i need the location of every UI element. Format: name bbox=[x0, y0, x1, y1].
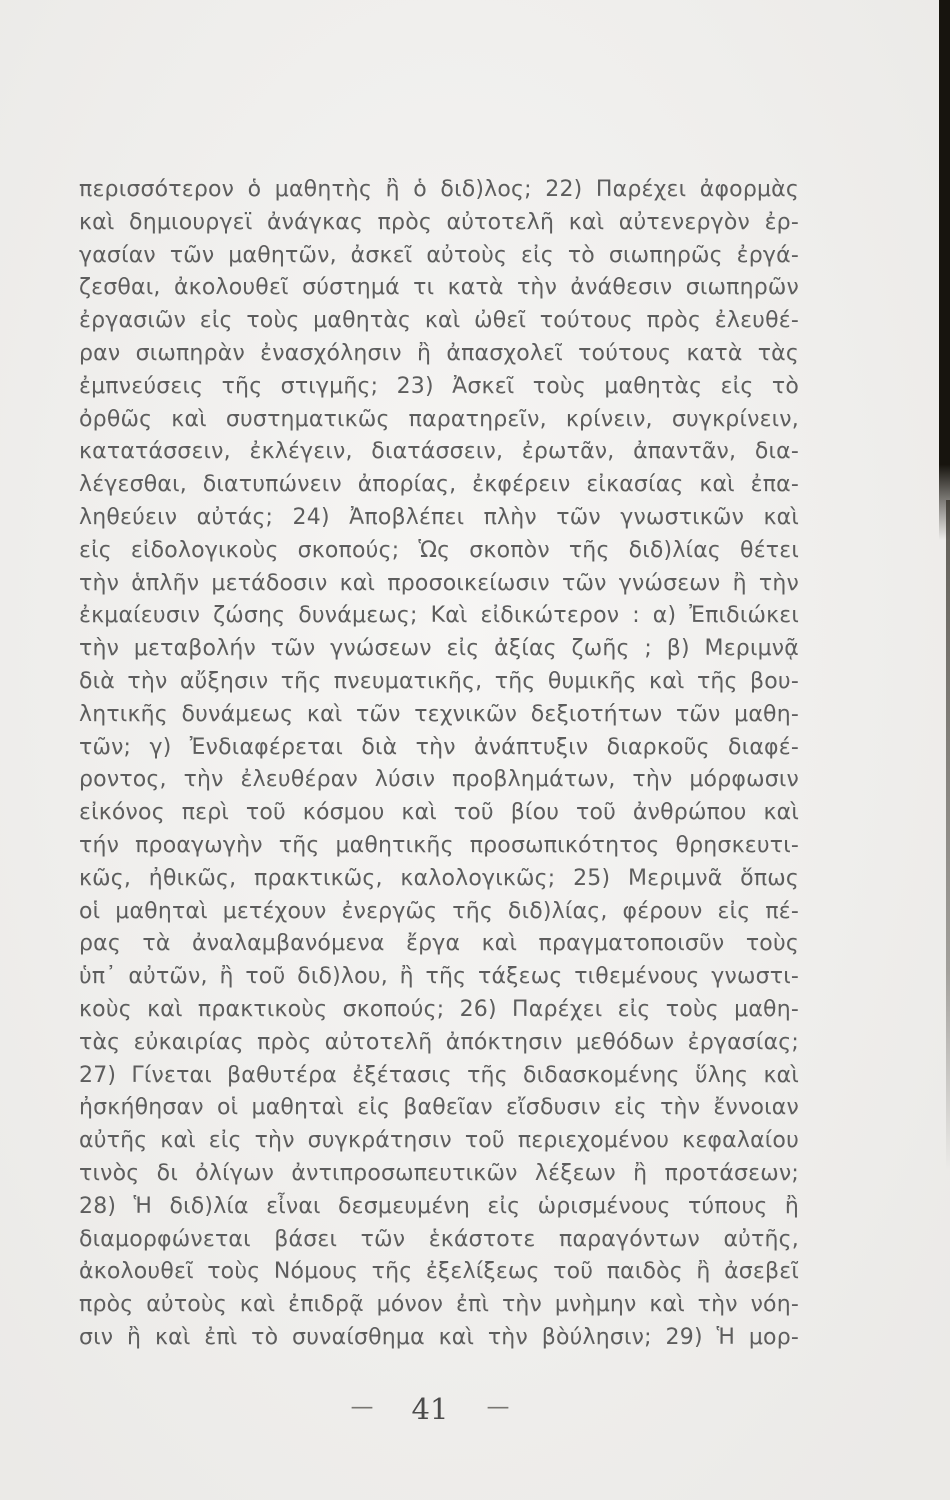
scan-edge-artifact-top bbox=[939, 0, 950, 540]
text-line: ἐργασιῶν εἰς τοὺς μαθητὰς καὶ ὠθεῖ τούτους πρὸς ἐλευθέ- bbox=[79, 308, 799, 334]
text-line: κῶς, ἠθικῶς, πρακτικῶς, καλολογικῶς; 25) Μεριμνᾶ ὅπως bbox=[79, 865, 799, 891]
text-line: ὀρθῶς καὶ συστηματικῶς παρατηρεῖν, κρίνειν, συγκρίνειν, bbox=[79, 406, 799, 432]
text-line: καὶ δημιουργεϊ ἀνάγκας πρὸς αὐτοτελῆ καὶ αὐτενεργὸν ἐρ- bbox=[79, 209, 799, 235]
page-number: 41 bbox=[411, 1392, 449, 1426]
text-line: ἐκμαίευσιν ζώσης δυνάμεως; Καὶ εἰδικώτερον : α) Ἐπιδιώκει bbox=[79, 603, 799, 629]
scan-edge-artifact-bottom bbox=[946, 500, 950, 1170]
text-line: τῶν; γ) Ἐνδιαφέρεται διὰ τὴν ἀνάπτυξιν διαρκοῦς διαφέ- bbox=[79, 734, 799, 760]
text-line: ροντος, τὴν ἐλευθέραν λύσιν προβλημάτων, τὴν μόρφωσιν bbox=[79, 767, 799, 793]
footer-dash-left: — bbox=[350, 1394, 374, 1420]
text-line: περισσότερον ὁ μαθητὴς ἢ ὁ διδ)λος; 22) Παρέχει ἀφορμὰς bbox=[79, 177, 799, 202]
text-line: τήν προαγωγὴν τῆς μαθητικῆς προσωπικότητος θρησκευτι- bbox=[79, 832, 799, 858]
text-line: γασίαν τῶν μαθητῶν, ἀσκεῖ αὐτοὺς εἰς τὸ σιωπηρῶς ἐργά- bbox=[79, 242, 799, 268]
footer-dash-right: — bbox=[486, 1394, 510, 1420]
text-line: διὰ τὴν αὔξησιν τῆς πνευματικῆς, τῆς θυμικῆς καὶ τῆς βου- bbox=[79, 668, 799, 694]
text-line: τὴν μεταβολήν τῶν γνώσεων εἰς ἀξίας ζωῆς ; β) Μεριμνᾷ bbox=[79, 636, 799, 662]
text-line: ἠσκήθησαν οἱ μαθηταὶ εἰς βαθεῖαν εἴσδυσιν εἰς τὴν ἔννοιαν bbox=[79, 1095, 799, 1121]
text-line: οἱ μαθηταὶ μετέχουν ἐνεργῶς τῆς διδ)λίας, φέρουν εἰς πέ- bbox=[79, 898, 799, 924]
text-line: ληθεύειν αὐτάς; 24) Ἀποβλέπει πλὴν τῶν γνωστικῶν καὶ bbox=[79, 504, 799, 530]
text-line: ἀκολουθεῖ τοὺς Νόμους τῆς ἐξελίξεως τοῦ παιδὸς ἢ ἀσεβεῖ bbox=[79, 1259, 799, 1285]
text-line: σιν ἢ καὶ ἐπὶ τὸ συναίσθημα καὶ τὴν βὸύλησιν; 29) Ἡ μορ- bbox=[79, 1324, 799, 1350]
text-line: 27) Γίνεται βαθυτέρα ἐξέτασις τῆς διδασκομένης ὕλης καὶ bbox=[79, 1062, 799, 1088]
page-footer bbox=[79, 1392, 799, 1426]
text-line: τὰς εὐκαιρίας πρὸς αὐτοτελῆ ἀπόκτησιν μεθόδων ἐργασίας; bbox=[79, 1029, 799, 1055]
text-line: αὐτῆς καὶ εἰς τὴν συγκράτησιν τοῦ περιεχομένου κεφαλαίου bbox=[79, 1128, 799, 1154]
text-line: ζεσθαι, ἀκολουθεῖ σύστημά τι κατὰ τὴν ἀνάθεσιν σιωπηρῶν bbox=[79, 275, 799, 301]
text-line: κατατάσσειν, ἐκλέγειν, διατάσσειν, ἐρωτᾶν, ἀπαντᾶν, δια- bbox=[79, 439, 799, 465]
text-line: λέγεσθαι, διατυπώνειν ἀπορίας, ἐκφέρειν εἰκασίας καὶ ἐπα- bbox=[79, 472, 799, 498]
text-line: ὑπ᾽ αὐτῶν, ἢ τοῦ διδ)λου, ἢ τῆς τάξεως τιθεμένους γνωστι- bbox=[79, 964, 799, 990]
text-line: πρὸς αὐτοὺς καὶ ἐπιδρᾷ μόνον ἐπὶ τὴν μνὴμην καὶ τὴν νόη- bbox=[79, 1292, 799, 1318]
text-line: κοὺς καὶ πρακτικοὺς σκοπούς; 26) Παρέχει εἰς τοὺς μαθη- bbox=[79, 996, 799, 1022]
text-line: ραν σιωπηρὰν ἐνασχόλησιν ἢ ἀπασχολεῖ τούτους κατὰ τὰς bbox=[79, 340, 799, 366]
text-line: λητικῆς δυνάμεως καὶ τῶν τεχνικῶν δεξιοτήτων τῶν μαθη- bbox=[79, 701, 799, 727]
body-text bbox=[79, 174, 799, 1355]
text-line: τινὸς δι ὀλίγων ἀντιπροσωπευτικῶν λέξεων ἢ προτάσεων; bbox=[79, 1160, 799, 1186]
text-line: ἐμπνεύσεις τῆς στιγμῆς; 23) Ἀσκεῖ τοὺς μαθητὰς εἰς τὸ bbox=[79, 373, 799, 399]
text-line: τὴν ἁπλῆν μετάδοσιν καὶ προσοικείωσιν τῶν γνώσεων ἢ τὴν bbox=[79, 570, 799, 596]
text-line: 28) Ἡ διδ)λία εἶναι δεσμευμένη εἰς ὡρισμένους τύπους ἢ bbox=[79, 1193, 799, 1219]
text-line: διαμορφώνεται βάσει τῶν ἑκάστοτε παραγόντων αὐτῆς, bbox=[79, 1226, 799, 1252]
text-line: εἰς εἰδολογικοὺς σκοπούς; Ὡς σκοπὸν τῆς διδ)λίας θέτει bbox=[79, 537, 799, 563]
text-line: ρας τὰ ἀναλαμβανόμενα ἔργα καὶ πραγματοποισῦν τοὺς bbox=[79, 931, 799, 957]
text-line: εἰκόνος περὶ τοῦ κόσμου καὶ τοῦ βίου τοῦ ἀνθρώπου καὶ bbox=[79, 800, 799, 826]
